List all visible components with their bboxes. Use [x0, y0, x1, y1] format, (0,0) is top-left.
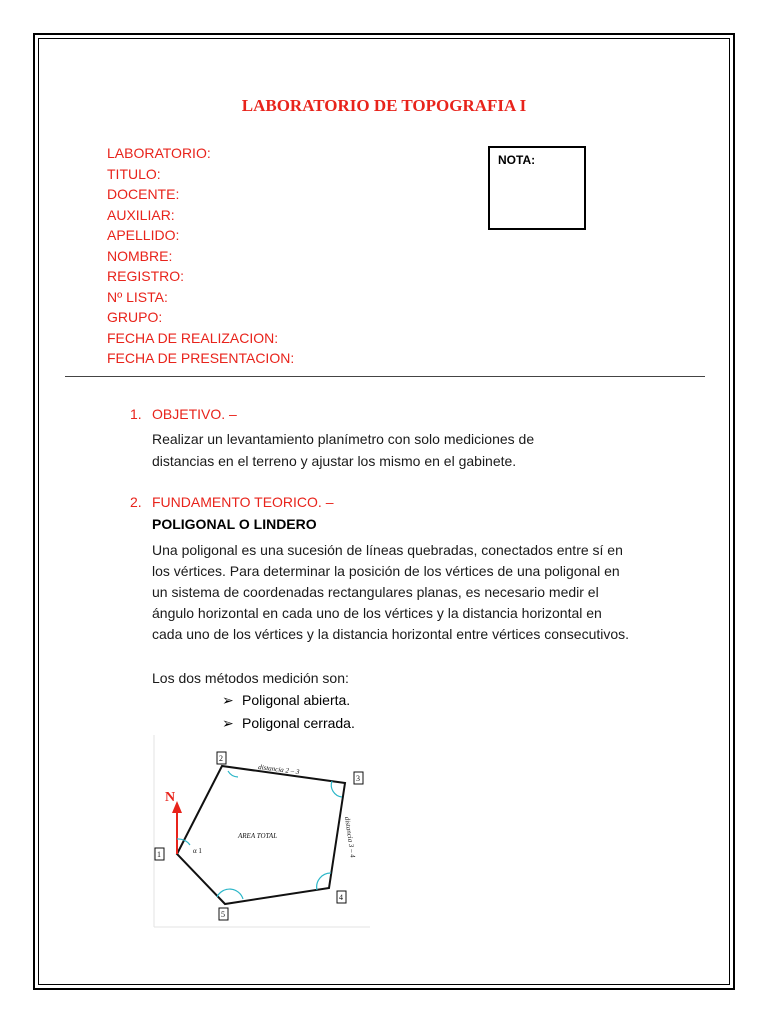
objetivo-heading: OBJETIVO. –	[152, 406, 237, 422]
fundamento-line-1: Una poligonal es una sucesión de líneas quebradas, conectados entre sí en	[152, 542, 623, 558]
vertex-label-4: 4	[339, 893, 343, 902]
field-nombre: NOMBRE:	[107, 247, 173, 264]
vertex-label-1: 1	[157, 850, 161, 859]
field-grupo: GRUPO:	[107, 309, 163, 325]
distance-23-label: distancia 2 – 3	[257, 763, 300, 777]
polygon-diagram	[150, 735, 375, 935]
header-divider	[65, 376, 705, 377]
field-fecha-realizacion: FECHA DE REALIZACION:	[107, 329, 279, 346]
field-docente: DOCENTE:	[107, 186, 180, 202]
header-fields	[107, 143, 294, 369]
fundamento-heading: FUNDAMENTO TEORICO. –	[152, 494, 334, 510]
angle-arc-3	[331, 781, 342, 797]
objetivo-number: 1.	[130, 406, 142, 422]
field-laboratorio: LABORATORIO:	[107, 145, 211, 161]
field-apellido: APELLIDO:	[107, 227, 180, 243]
field-auxiliar: AUXILIAR:	[107, 206, 175, 223]
area-label: AREA TOTAL	[238, 832, 278, 840]
method-item-abierta	[222, 692, 350, 709]
angle-label: α 1	[193, 847, 202, 855]
field-registro: REGISTRO:	[107, 268, 185, 284]
angle-arc-5	[217, 889, 243, 899]
fundamento-number: 2.	[130, 494, 142, 510]
nota-label: NOTA:	[498, 153, 536, 167]
method-item-cerrada	[222, 715, 355, 732]
vertex-label-5: 5	[221, 910, 225, 919]
vertex-label-2: 2	[219, 754, 223, 763]
nota-box	[488, 146, 586, 230]
bullet-arrow-icon: ➢	[222, 715, 234, 731]
method-label: Poligonal cerrada.	[242, 715, 355, 731]
fundamento-line-2: los vértices. Para determinar la posición de los vértices de una poligonal en	[152, 563, 620, 579]
field-fecha-presentacion: FECHA DE PRESENTACION:	[107, 350, 295, 366]
objetivo-line-2: distancias en el terreno y ajustar los mismo en el gabinete.	[152, 453, 517, 469]
document-title: LABORATORIO DE TOPOGRAFIA I	[241, 96, 527, 115]
vertex-label-3: 3	[356, 774, 360, 783]
north-label: N	[165, 790, 176, 805]
methods-intro: Los dos métodos medición son:	[152, 670, 349, 686]
bullet-arrow-icon: ➢	[222, 692, 234, 708]
objetivo-line-1: Realizar un levantamiento planímetro con solo mediciones de	[152, 431, 535, 447]
fundamento-line-5: cada uno de los vértices y la distancia horizontal entre vértices consecutivos.	[152, 626, 630, 642]
fundamento-subheading: POLIGONAL O LINDERO	[152, 516, 317, 532]
fundamento-line-3: un sistema de coordenadas rectangulares planas, es necesario medir el	[152, 584, 599, 600]
distance-34-label: distancia 3 – 4	[343, 816, 357, 859]
fundamento-line-4: ángulo horizontal en cada uno de los vértices y la distancia horizontal en	[152, 605, 602, 621]
angle-arc-2	[228, 771, 238, 777]
field-lista: Nº LISTA:	[107, 288, 168, 305]
field-titulo: TITULO:	[107, 165, 161, 182]
method-label: Poligonal abierta.	[242, 692, 351, 708]
